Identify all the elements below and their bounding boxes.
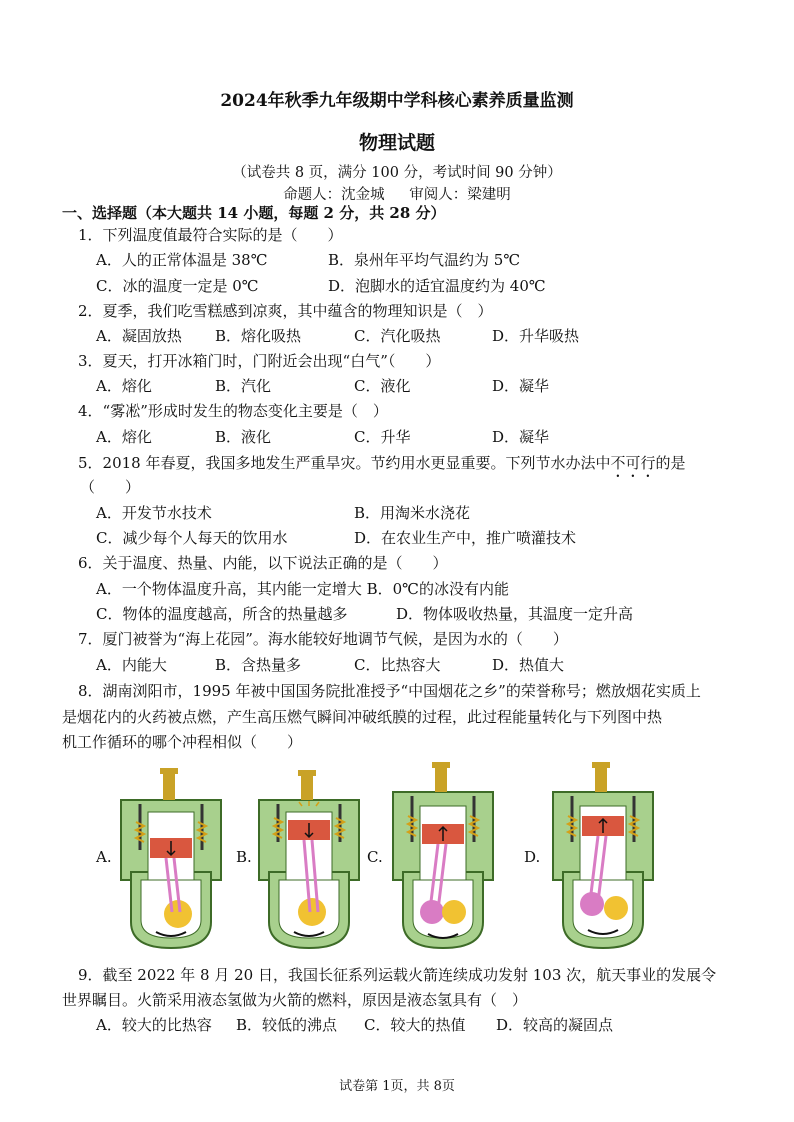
question-6: 6．关于温度、热量、内能，以下说法正确的是（ ） [78, 554, 448, 572]
page-footer: 试卷第 1页，共 8页 [339, 1079, 455, 1094]
q2-option-c: C．汽化吸热 [354, 327, 441, 345]
flywheel-icon [442, 900, 466, 924]
exam-info: （试卷共 8 页，满分 100 分，考试时间 90 分钟） [232, 165, 562, 181]
question-3: 3．夏天，打开冰箱门时，门附近会出现“白气”（ ） [78, 352, 441, 370]
q9-option-c: C．较大的热值 [364, 1016, 466, 1034]
q1-option-a: A．人的正常体温是 38℃ [96, 251, 268, 269]
q4-option-b: B．液化 [215, 428, 272, 446]
question-8-line2: 是烟花内的火药被点燃，产生高压燃气瞬间冲破纸膜的过程，此过程能量转化与下列图中热 [62, 708, 663, 726]
q2-option-d: D．升华吸热 [492, 327, 580, 345]
q7-option-a: A．内能大 [96, 656, 167, 674]
figure-label-c: C. [367, 848, 383, 866]
q5-stem-b: 的是 [655, 454, 686, 472]
q2-option-b: B．熔化吸热 [215, 327, 302, 345]
q9-option-b: B．较低的沸点 [236, 1016, 338, 1034]
subject-title: 物理试题 [358, 132, 435, 154]
spark-plug-icon [163, 772, 175, 800]
question-9-line2: 世界瞩目。火箭采用液态氢做为火箭的燃料，原因是液态氢具有（ ） [62, 991, 528, 1009]
q5-stem-emphasis: 不可行 [610, 454, 656, 472]
spark-plug-icon [595, 766, 607, 792]
flywheel-icon [298, 898, 326, 926]
question-8-line1: 8．湖南浏阳市，1995 年被中国国务院批准授予“中国烟花之乡”的荣誉称号；燃放烟花实质上 [78, 682, 701, 700]
q7-option-b: B．含热量多 [215, 656, 302, 674]
q6-option-ab: A．一个物体温度升高，其内能一定增大 B．0℃的冰没有内能 [96, 580, 509, 598]
q5-stem-a: 5．2018 年春夏，我国多地发生严重旱灾。节约用水更显重要。下列节水办法中 [78, 454, 611, 472]
q3-option-b: B．汽化 [215, 377, 272, 395]
engine-stroke-c [388, 762, 498, 952]
q2-option-a: A．凝固放热 [96, 327, 182, 345]
figure-label-b: B. [236, 848, 252, 866]
question-9-line1: 9．截至 2022 年 8 月 20 日，我国长征系列运载火箭连续成功发射 103 次，航天事业的发展令 [78, 966, 717, 984]
q7-option-c: C．比热容大 [354, 656, 441, 674]
q1-option-c: C．冰的温度一定是 0℃ [96, 277, 259, 295]
q1-option-d: D．泡脚水的适宜温度约为 40℃ [328, 277, 546, 295]
q6-option-c: C．物体的温度越高，所含的热量越多 [96, 605, 348, 623]
q4-option-c: C．升华 [354, 428, 411, 446]
spark-plug-icon [301, 774, 313, 800]
q1-option-b: B．泉州年平均气温约为 5℃ [328, 251, 521, 269]
q3-option-d: D．凝华 [492, 377, 550, 395]
question-1: 1．下列温度值最符合实际的是（ ） [78, 226, 343, 244]
question-4: 4．“雾凇”形成时发生的物态变化主要是（ ） [78, 402, 388, 420]
q3-option-a: A．熔化 [96, 377, 152, 395]
spark-plug-icon [435, 766, 447, 792]
exam-title: 2024年秋季九年级期中学科核心素养质量监测 [220, 91, 574, 111]
q9-option-a: A．较大的比热容 [96, 1016, 212, 1034]
question-5 [78, 453, 686, 481]
q3-option-c: C．液化 [354, 377, 411, 395]
q6-option-d: D．物体吸收热量，其温度一定升高 [396, 605, 634, 623]
section-heading: 一、选择题（本大题共 14 小题，每题 2 分，共 28 分） [62, 204, 446, 222]
reviewer: 审阅人：梁建明 [409, 187, 511, 203]
q5-option-b: B．用淘米水浇花 [354, 504, 471, 522]
question-7: 7．厦门被誉为“海上花园”。海水能较好地调节气候，是因为水的（ ） [78, 630, 568, 648]
q5-option-d: D．在农业生产中，推广喷灌技术 [354, 529, 577, 547]
figure-label-a: A. [96, 848, 112, 866]
q4-option-d: D．凝华 [492, 428, 550, 446]
engine-stroke-d [548, 762, 658, 952]
q5-answer-blank: （ ） [80, 478, 141, 496]
exam-staff [0, 183, 794, 204]
q4-option-a: A．熔化 [96, 428, 152, 446]
question-8-line3: 机工作循环的哪个冲程相似（ ） [62, 733, 303, 751]
engine-stroke-b [254, 762, 364, 952]
q5-option-c: C．减少每个人每天的饮用水 [96, 529, 288, 547]
question-2: 2．夏季，我们吃雪糕感到凉爽，其中蕴含的物理知识是（ ） [78, 302, 493, 320]
figure-label-d: D. [524, 848, 541, 866]
q5-option-a: A．开发节水技术 [96, 504, 212, 522]
q9-option-d: D．较高的凝固点 [496, 1016, 614, 1034]
flywheel-icon [604, 896, 628, 920]
q7-option-d: D．热值大 [492, 656, 565, 674]
author: 命题人：沈金城 [283, 187, 385, 203]
engine-stroke-a [116, 762, 226, 952]
